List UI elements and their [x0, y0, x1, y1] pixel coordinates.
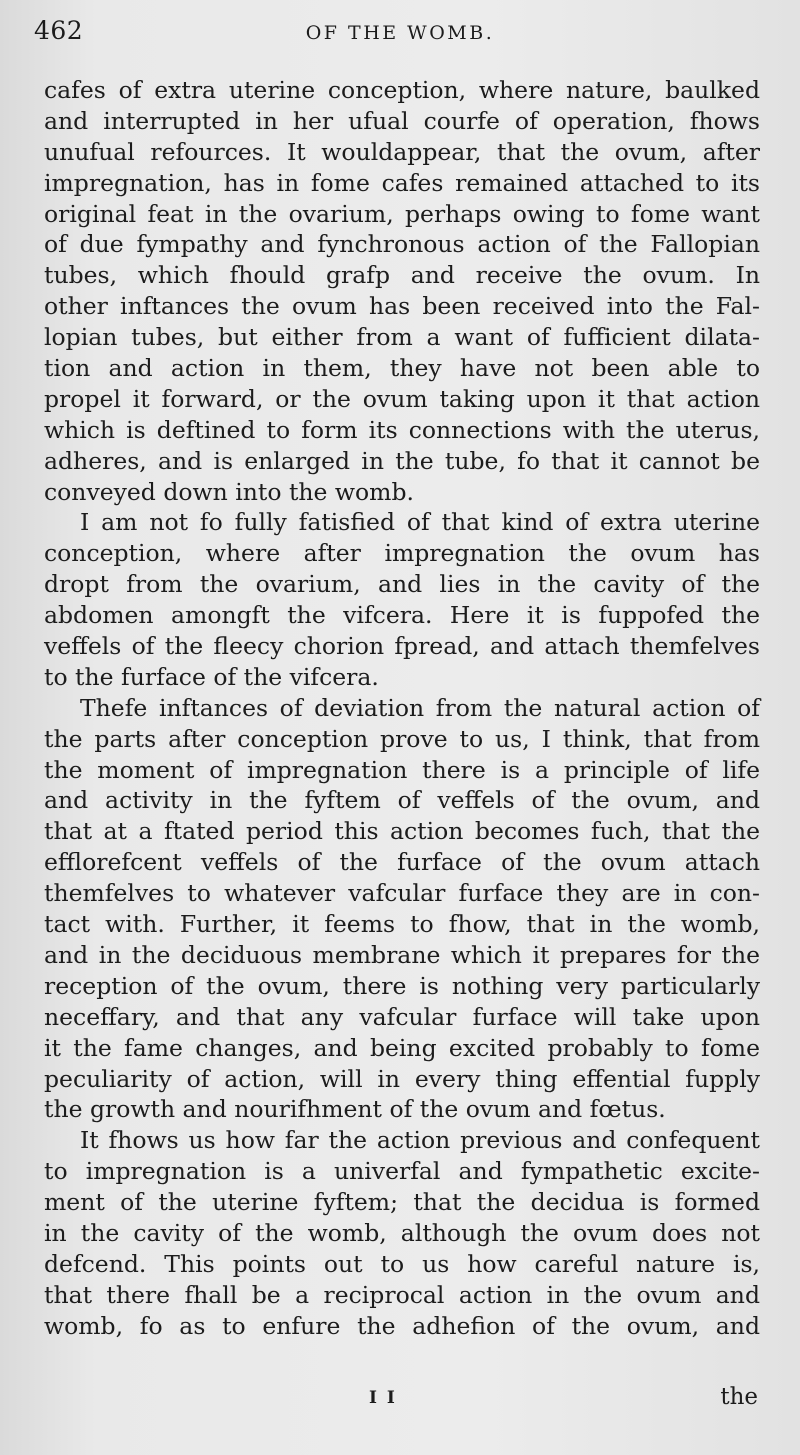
text-line: dropt from the ovarium, and lies in the cavity of the: [44, 570, 760, 599]
text-line: defcend. This points out to us how careful nature is,: [44, 1249, 760, 1278]
text-line: of due fympathy and fynchronous action of the Fallopian: [44, 230, 760, 259]
text-line: and in the deciduous membrane which it prepares for the: [44, 940, 760, 969]
text-line: I am not fo fully fatisfied of that kind of extra uterine: [80, 508, 760, 537]
text-line: that there fhall be a reciprocal action in the ovum and: [44, 1280, 760, 1309]
catchword: the: [720, 1384, 758, 1410]
text-line: conveyed down into the womb.: [44, 477, 414, 506]
text-line: it the fame changes, and being excited probably to fome: [44, 1033, 760, 1062]
text-line: propel it forward, or the ovum taking upon it that action: [44, 384, 760, 413]
page-number: 462: [34, 16, 84, 45]
page-body: [44, 75, 760, 1342]
text-line: the parts after conception prove to us, I think, that from: [44, 724, 760, 753]
text-line: in the cavity of the womb, although the ovum does not: [44, 1218, 760, 1247]
paragraph: [44, 1125, 760, 1341]
paragraph: [44, 693, 760, 1125]
text-line: conception, where after impregnation the ovum has: [44, 539, 760, 568]
text-line: tubes, which fhould grafp and receive the ovum. In: [44, 261, 760, 290]
text-line: abdomen amongft the vifcera. Here it is fuppofed the: [44, 601, 760, 630]
text-line: tact with. Further, it feems to fhow, that in the womb,: [44, 910, 760, 939]
text-line: to the furface of the vifcera.: [44, 662, 379, 691]
running-head: OF THE WOMB.: [305, 22, 495, 44]
text-line: that at a ftated period this action becomes fuch, that the: [44, 817, 760, 846]
text-line: other inftances the ovum has been received into the Fal-: [44, 292, 760, 321]
text-line: the growth and nourifhment of the ovum and fœtus.: [44, 1095, 666, 1124]
paragraph: [44, 507, 760, 692]
text-line: and activity in the fyftem of veffels of the ovum, and: [44, 786, 760, 815]
page-header: [28, 10, 772, 54]
text-line: and interrupted in her ufual courfe of operation, fhows: [44, 106, 760, 135]
text-line: which is deftined to form its connections with the uterus,: [44, 415, 760, 444]
text-line: unufual refources. It wouldappear, that the ovum, after: [44, 137, 760, 166]
text-line: efflorefcent veffels of the furface of the ovum attach: [44, 848, 760, 877]
text-line: impregnation, has in fome cafes remained attached to its: [44, 168, 760, 197]
text-line: adheres, and is enlarged in the tube, fo that it cannot be: [44, 446, 760, 475]
text-line: womb, fo as to enfure the adhefion of the ovum, and: [44, 1311, 760, 1340]
text-line: It fhows us how far the action previous and confequent: [80, 1126, 760, 1155]
text-line: reception of the ovum, there is nothing very particularly: [44, 971, 760, 1000]
paragraph: [44, 75, 760, 507]
text-line: Thefe inftances of deviation from the natural action of: [80, 693, 760, 722]
text-line: veffels of the fleecy chorion fpread, and attach themfelves: [44, 632, 760, 661]
text-line: ment of the uterine fyftem; that the decidua is formed: [44, 1188, 760, 1217]
text-line: original feat in the ovarium, perhaps owing to fome want: [44, 199, 760, 228]
text-line: tion and action in them, they have not been able to: [44, 354, 760, 383]
text-line: peculiarity of action, will in every thing effential fupply: [44, 1064, 760, 1093]
text-line: neceffary, and that any vafcular furface will take upon: [44, 1002, 760, 1031]
text-line: cafes of extra uterine conception, where nature, baulked: [44, 76, 760, 104]
text-line: themfelves to whatever vafcular furface they are in con-: [44, 879, 760, 908]
signature-mark: I I: [369, 1388, 397, 1408]
page-footer: [44, 1384, 760, 1416]
text-line: to impregnation is a univerfal and fympathetic excite-: [44, 1157, 760, 1186]
text-line: the moment of impregnation there is a principle of life: [44, 755, 760, 784]
text-line: lopian tubes, but either from a want of fufficient dilata-: [44, 323, 760, 352]
